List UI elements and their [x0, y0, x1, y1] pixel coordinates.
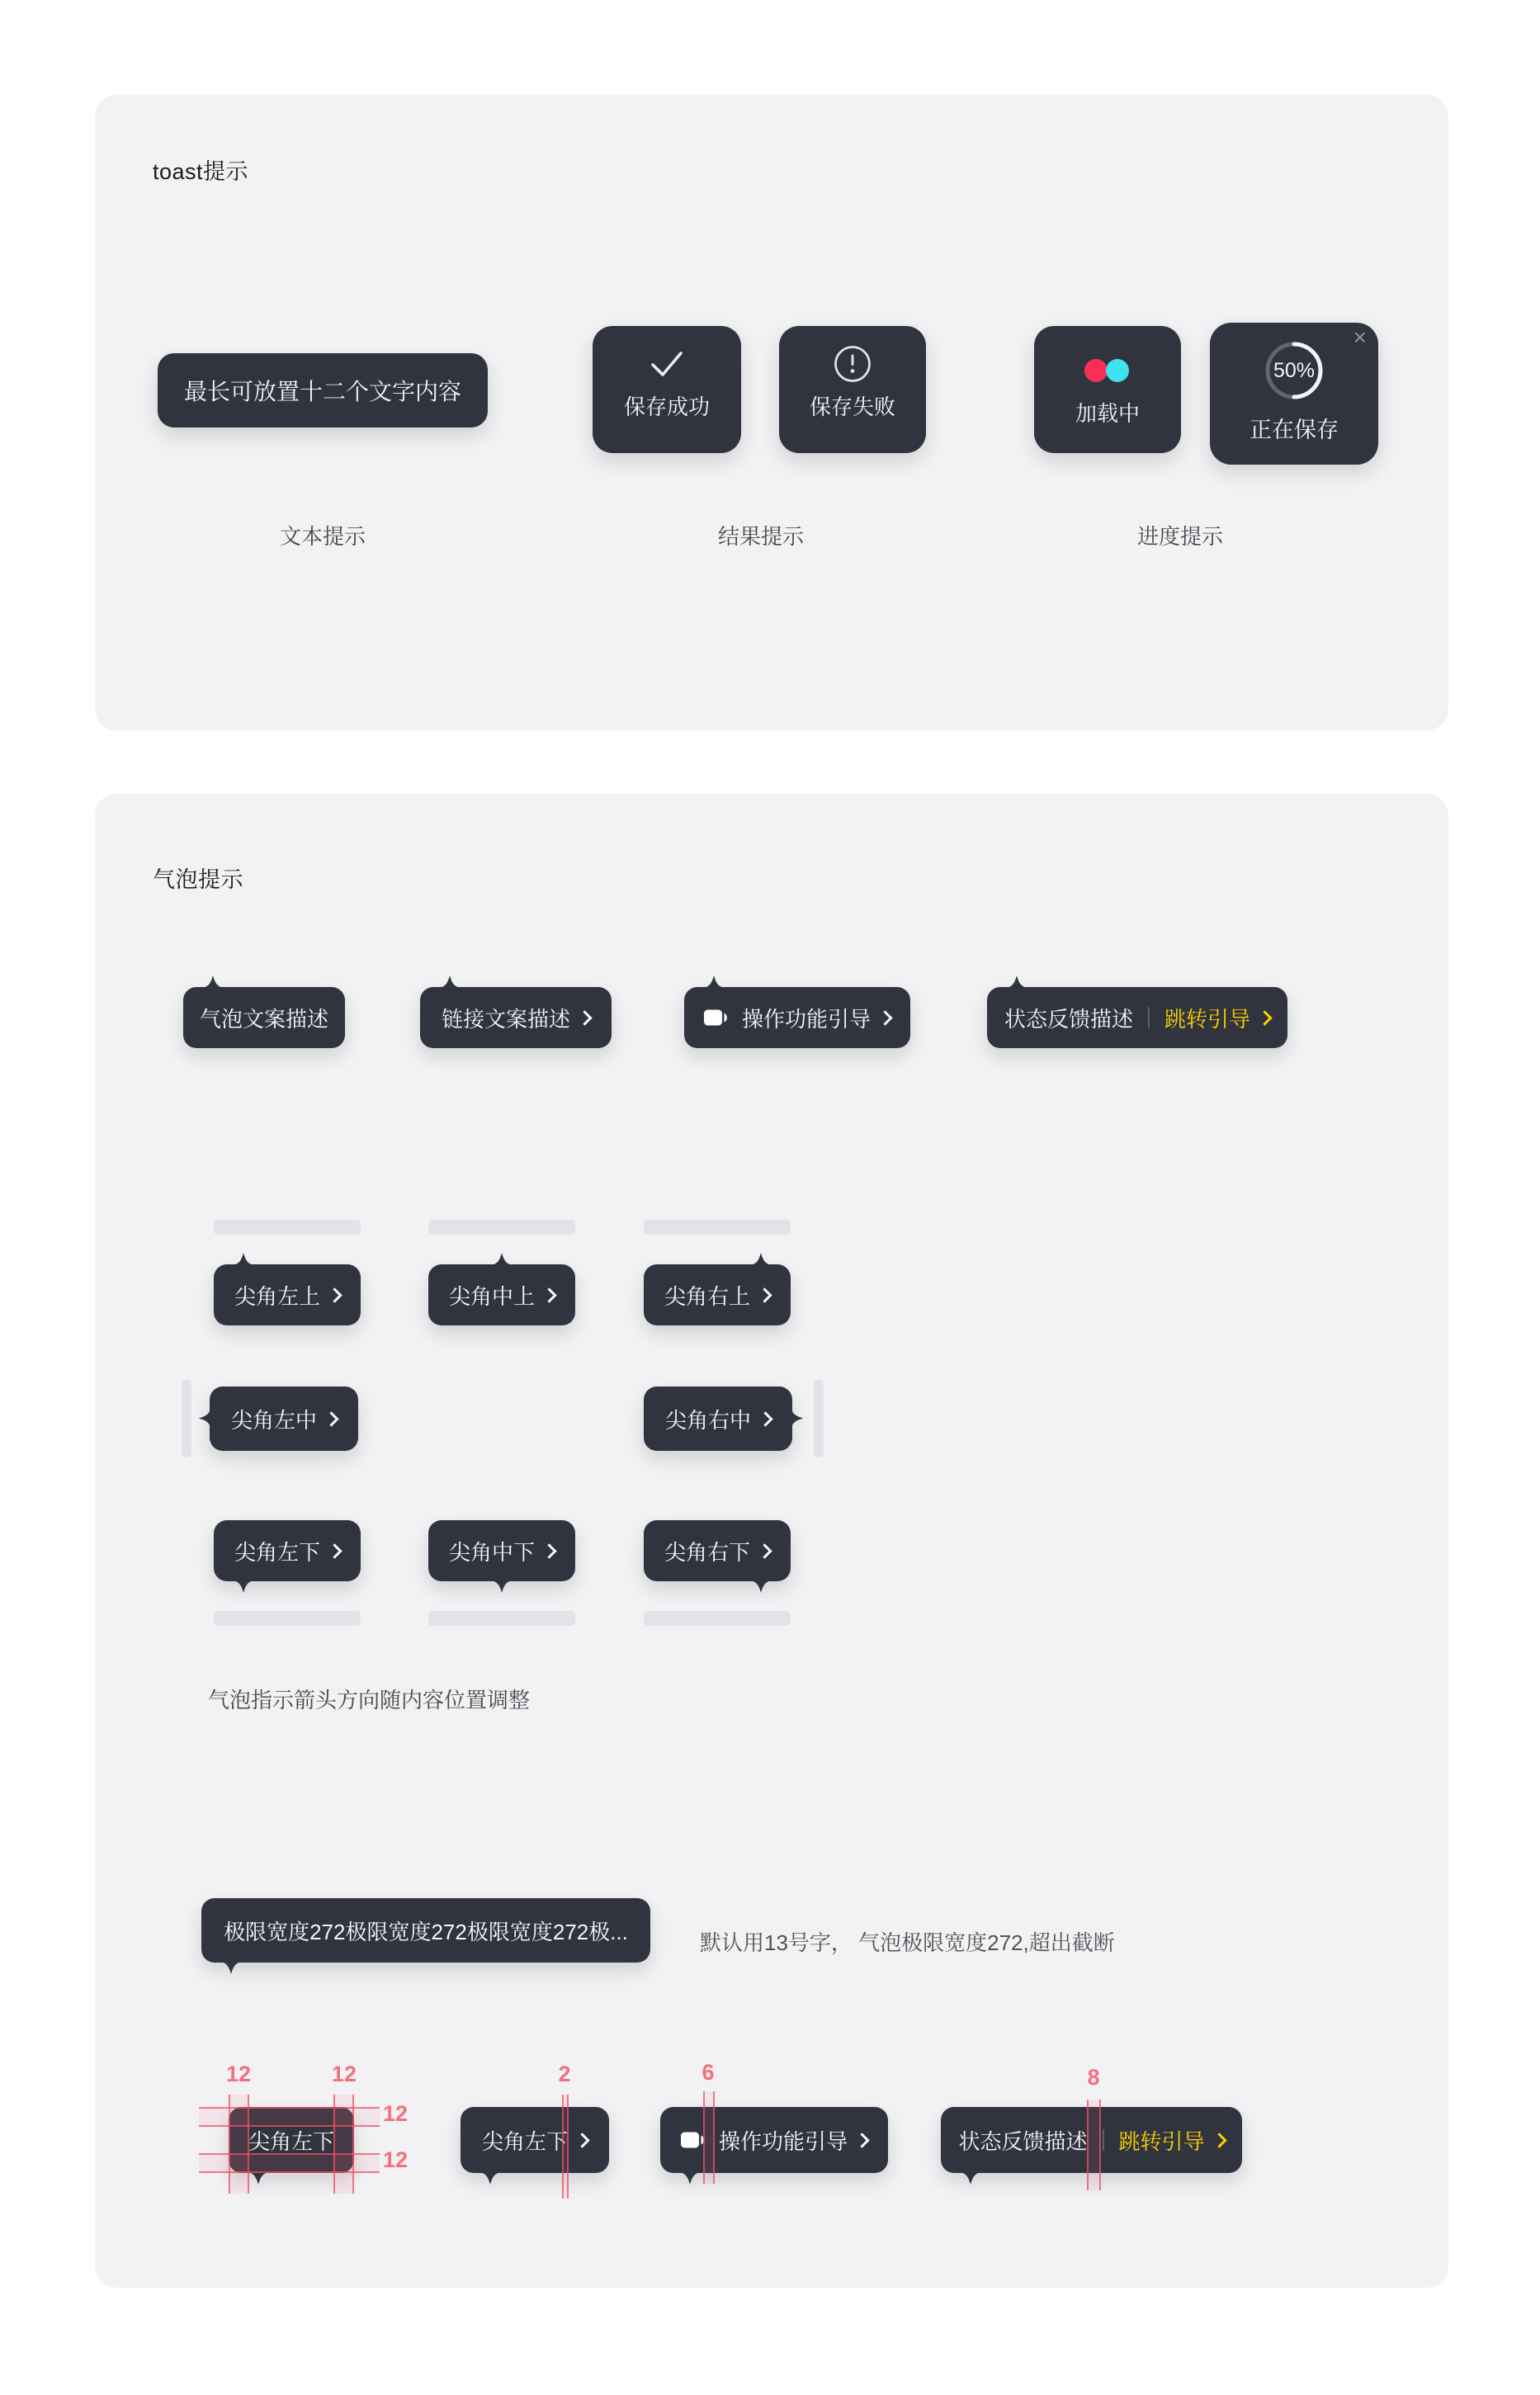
jump-link-label: 跳转引导	[1118, 2128, 1205, 2154]
toast-fail-label: 保存失败	[809, 394, 895, 419]
bubble-arrow-icon	[957, 2172, 984, 2185]
toast-saving-label: 正在保存	[1249, 418, 1339, 442]
bubble-arrow-icon	[791, 1405, 804, 1432]
alert-circle-icon	[833, 344, 872, 384]
bubble-arrow-icon	[701, 975, 727, 988]
measure-label: 2	[558, 2062, 571, 2086]
measure-label: 12	[225, 2062, 252, 2086]
bubble-arrow-icon	[218, 1962, 244, 1974]
bubble-arrow-icon	[230, 1253, 257, 1265]
measure-band-gap	[1087, 2100, 1101, 2190]
bubble-arrow-bottom-center[interactable]	[428, 1520, 575, 1581]
chevron-right-icon	[1212, 2133, 1226, 2147]
placeholder-bar	[644, 1611, 791, 1626]
bubble-label: 尖角左中	[230, 1407, 317, 1433]
close-icon[interactable]: ×	[1353, 324, 1367, 350]
chevron-right-icon	[577, 1010, 592, 1025]
bubble-plain	[183, 987, 345, 1048]
chevron-right-icon	[324, 1411, 338, 1426]
bubble-label: 尖角左下	[248, 2128, 334, 2154]
bubble-arrow-icon	[489, 1253, 515, 1265]
bubble-label: 尖角左下	[481, 2128, 568, 2154]
bubble-label: 尖角左下	[234, 1539, 320, 1565]
measure-label: 12	[331, 2062, 357, 2086]
measure-label: 12	[383, 2101, 409, 2126]
measure-label: 6	[702, 2060, 715, 2085]
bubble-label: 尖角中上	[448, 1283, 535, 1309]
toast-section-title: toast提示	[153, 159, 249, 184]
bubble-label: 状态反馈描述	[958, 2128, 1088, 2154]
bubble-link[interactable]	[420, 987, 612, 1048]
width-limit-note: 默认用13号字， 气泡极限宽度272,超出截断	[700, 1930, 1115, 1955]
chevron-right-icon	[327, 1287, 342, 1302]
divider	[1103, 2129, 1104, 2151]
bubble-label: 尖角右中	[664, 1407, 751, 1433]
caption-result-toast: 结果提示	[717, 524, 805, 549]
bubble-arrow-icon	[489, 1580, 515, 1593]
spec-icon-gap-bubble[interactable]	[660, 2107, 888, 2173]
bubble-arrow-icon	[200, 975, 226, 988]
chevron-right-icon	[574, 2133, 589, 2147]
chevron-right-icon	[758, 1411, 772, 1426]
bubble-status-label: 状态反馈描述	[1004, 1006, 1133, 1032]
check-icon	[648, 347, 686, 380]
bubble-arrow-left-middle[interactable]	[210, 1386, 358, 1451]
bubble-width-limit-label: 极限宽度272极限宽度272极限宽度272极...	[224, 1919, 628, 1944]
bubble-arrow-icon	[477, 2172, 503, 2185]
measure-label: 12	[383, 2147, 409, 2172]
chevron-right-icon	[1257, 1010, 1272, 1025]
bubble-label: 尖角右上	[664, 1283, 750, 1309]
bubble-arrow-icon	[677, 2172, 703, 2185]
bubble-label: 操作功能引导	[718, 2128, 848, 2154]
bubble-section-title: 气泡提示	[153, 867, 243, 892]
text-toast-label: 最长可放置十二个文字内容	[183, 379, 461, 404]
bubble-width-limit	[201, 1898, 650, 1963]
toast-saving	[1210, 323, 1378, 465]
measure-band-gap	[703, 2091, 715, 2184]
video-camera-icon	[704, 1008, 732, 1027]
placeholder-bar	[214, 1611, 361, 1626]
chevron-right-icon	[541, 1543, 556, 1558]
bubble-label: 尖角中下	[448, 1539, 535, 1565]
bubble-arrow-icon	[230, 1580, 257, 1593]
bubble-plain-label: 气泡文案描述	[199, 1006, 328, 1032]
bubble-arrow-icon	[748, 1253, 774, 1265]
divider	[1148, 1007, 1150, 1028]
placeholder-bar-vertical	[814, 1380, 824, 1457]
chevron-right-icon	[877, 1010, 892, 1025]
chevron-right-icon	[757, 1543, 772, 1558]
toast-loading	[1034, 326, 1181, 453]
bubble-arrow-icon	[437, 975, 463, 988]
spec-chevron-gap-bubble[interactable]	[461, 2107, 609, 2173]
bubble-arrow-top-left[interactable]	[214, 1264, 361, 1325]
placeholder-bar-vertical	[182, 1380, 191, 1457]
caption-progress-toast: 进度提示	[1136, 524, 1224, 549]
measure-label: 8	[1087, 2065, 1100, 2090]
bubble-link-label: 链接文案描述	[441, 1006, 570, 1032]
bubble-arrow-right-middle[interactable]	[644, 1386, 792, 1451]
grid-caption: 气泡指示箭头方向随内容位置调整	[208, 1688, 531, 1712]
text-toast	[158, 353, 488, 428]
toast-success-label: 保存成功	[623, 394, 710, 419]
chevron-right-icon	[854, 2133, 869, 2147]
jump-link[interactable]	[1164, 1003, 1270, 1033]
toast-loading-label: 加载中	[1075, 401, 1140, 426]
loading-dots-icon	[1084, 359, 1131, 382]
jump-link-label: 跳转引导	[1164, 1006, 1251, 1032]
toast-fail	[779, 326, 926, 453]
bubble-arrow-top-right[interactable]	[644, 1264, 791, 1325]
progress-value: 50%	[1273, 358, 1316, 382]
placeholder-bar	[214, 1220, 361, 1235]
placeholder-bar	[428, 1611, 575, 1626]
bubble-arrow-icon	[199, 1405, 211, 1432]
progress-ring	[1263, 339, 1325, 402]
bubble-status	[987, 987, 1287, 1048]
placeholder-bar	[644, 1220, 791, 1235]
placeholder-bar	[428, 1220, 575, 1235]
bubble-action-label: 操作功能引导	[741, 1006, 871, 1032]
bubble-action[interactable]	[684, 987, 910, 1048]
bubble-arrow-icon	[748, 1580, 774, 1593]
toast-success	[593, 326, 741, 453]
bubble-label: 尖角左上	[234, 1283, 320, 1309]
measure-band-top	[199, 2107, 380, 2127]
bubble-arrow-top-center[interactable]	[428, 1264, 575, 1325]
jump-link[interactable]	[1119, 2125, 1225, 2156]
chevron-right-icon	[757, 1287, 772, 1302]
bubble-arrow-icon	[1004, 975, 1030, 988]
measure-band-bottom	[199, 2153, 380, 2173]
bubble-label: 尖角右下	[664, 1539, 750, 1565]
caption-text-toast: 文本提示	[279, 524, 366, 549]
chevron-right-icon	[541, 1287, 556, 1302]
bubble-arrow-bottom-right[interactable]	[644, 1520, 791, 1581]
bubble-arrow-bottom-left[interactable]	[214, 1520, 361, 1581]
chevron-right-icon	[327, 1543, 342, 1558]
measure-band-gap	[562, 2095, 569, 2199]
